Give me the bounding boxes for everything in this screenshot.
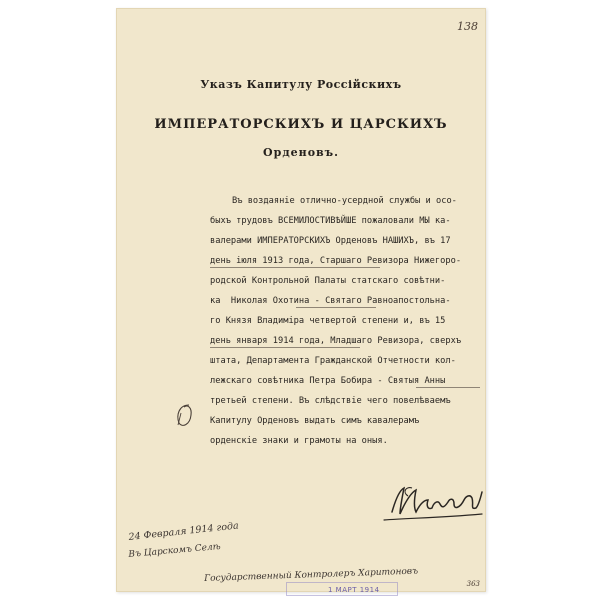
body-line: быхъ трудовъ ВСЕМИЛОСТИВѢЙШЕ пожаловали МЫ ка- — [210, 216, 451, 226]
heading-line-2: ИМПЕРАТОРСКИХЪ И ЦАРСКИХЪ — [154, 117, 448, 132]
body-line: лежскаго совѣтника Петра Бобира - Святыя Анны — [210, 376, 446, 386]
page-number: 138 — [457, 20, 478, 33]
body-line: Въ воздаяніе отлично-усердной службы и осо- — [232, 196, 457, 206]
pencil-underline — [416, 387, 480, 388]
body-line: валерами ИМПЕРАТОРСКИХЪ Орденовъ НАШИХЪ, въ 17 — [210, 236, 451, 246]
body-line: го Князя Владиміра четвертой степени и, въ 15 — [210, 316, 446, 326]
body-line: штата, Департамента Гражданской Отчетности кол- — [210, 356, 456, 366]
body-line: орденскіе знаки и грамоты на оныя. — [210, 436, 388, 446]
pencil-underline — [296, 307, 376, 308]
body-line: день іюля 1913 года, Старшаго Ревизора Нижегоро- — [210, 256, 462, 266]
imperial-signature — [378, 478, 488, 528]
handwritten-date-note: 24 Февраля 1914 года — [128, 520, 240, 543]
date-stamp: 1 МАРТ 1914 — [328, 586, 380, 594]
heading-line-1: Указъ Капитулу Россійскихъ — [200, 78, 402, 91]
heading-line-3: Орденовъ. — [263, 146, 339, 159]
margin-mark-icon — [173, 401, 195, 429]
body-line: родской Контрольной Палаты статскаго совѣтни- — [210, 276, 446, 286]
body-line: Капитулу Орденовъ выдать симъ кавалерамъ — [210, 416, 420, 426]
pencil-underline — [210, 347, 360, 348]
archive-number: 363 — [466, 580, 480, 588]
body-line: день января 1914 года, Младшаго Ревизора, сверхъ — [210, 336, 462, 346]
countersignature: Государственный Контролеръ Харитоновъ — [204, 566, 419, 584]
document-page — [116, 8, 486, 592]
body-line: третьей степени. Въ слѣдствіе чего повелѣваемъ — [210, 396, 451, 406]
handwritten-place-note: Въ Царскомъ Селѣ — [128, 541, 222, 560]
body-line: ка Николая Охотина - Святаго Равноапостольна- — [210, 296, 451, 306]
pencil-underline — [210, 267, 380, 268]
